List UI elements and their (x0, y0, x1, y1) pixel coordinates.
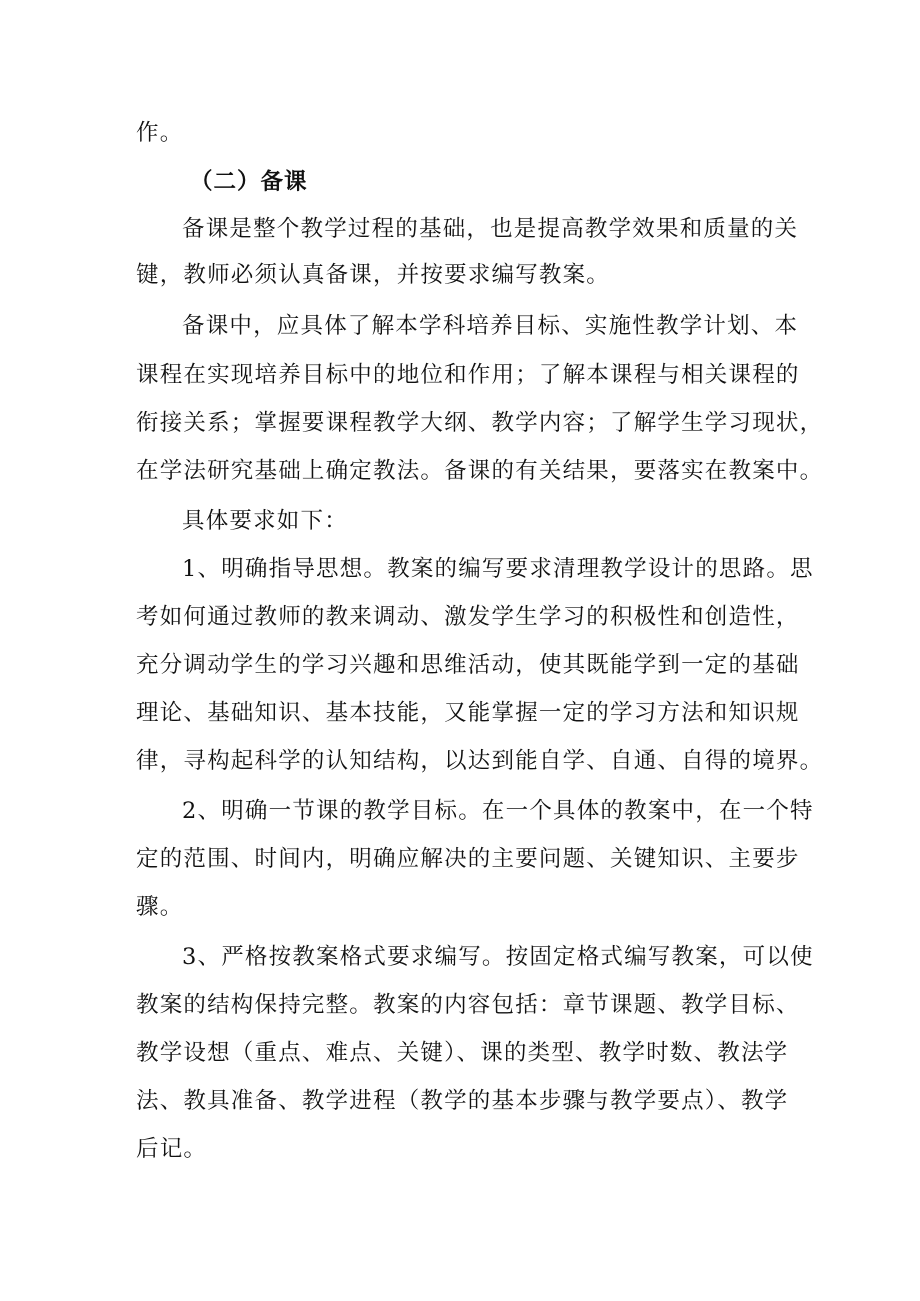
text-line: 键，教师必须认真备课，并按要求编写教案。 (136, 262, 611, 288)
text-line: 教案的结构保持完整。教案的内容包括：章节课题、教学目标、 (136, 992, 800, 1018)
text-line: 后记。 (136, 1136, 208, 1162)
text-line: 2、明确一节课的教学目标。在一个具体的教案中，在一个特 (182, 798, 814, 824)
section-heading: （二）备课 (190, 169, 308, 195)
text-line: 定的范围、时间内，明确应解决的主要问题、关键知识、主要步 (136, 846, 800, 872)
text-line: 在学法研究基础上确定教法。备课的有关结果，要落实在教案中。 (136, 458, 824, 484)
text-line: 具体要求如下： (182, 508, 348, 534)
text-line: 衔接关系；掌握要课程教学大纲、教学内容；了解学生学习现状， (136, 410, 824, 436)
text-line: 1、明确指导思想。教案的编写要求清理教学设计的思路。思 (182, 556, 814, 582)
text-line: 教学设想（重点、难点、关键）、课的类型、教学时数、教法学 (136, 1040, 789, 1066)
text-line: 法、教具准备、教学进程（教学的基本步骤与教学要点）、教学 (136, 1088, 789, 1114)
text-line: 考如何通过教师的教来调动、激发学生学习的积极性和创造性， (136, 604, 800, 630)
text-line: 课程在实现培养目标中的地位和作用；了解本课程与相关课程的 (136, 362, 800, 388)
text-line: 律，寻构起科学的认知结构，以达到能自学、自通、自得的境界。 (136, 748, 824, 774)
text-line: 3、严格按教案格式要求编写。按固定格式编写教案，可以使 (182, 944, 814, 970)
text-line: 理论、基础知识、基本技能，又能掌握一定的学习方法和知识规 (136, 700, 800, 726)
text-line: 备课是整个教学过程的基础，也是提高教学效果和质量的关 (182, 216, 799, 242)
text-line: 充分调动学生的学习兴趣和思维活动，使其既能学到一定的基础 (136, 652, 800, 678)
text-line: 骤。 (136, 894, 184, 920)
text-line: 备课中，应具体了解本学科培养目标、实施性教学计划、本 (182, 313, 799, 339)
text-line: 作。 (136, 120, 184, 146)
